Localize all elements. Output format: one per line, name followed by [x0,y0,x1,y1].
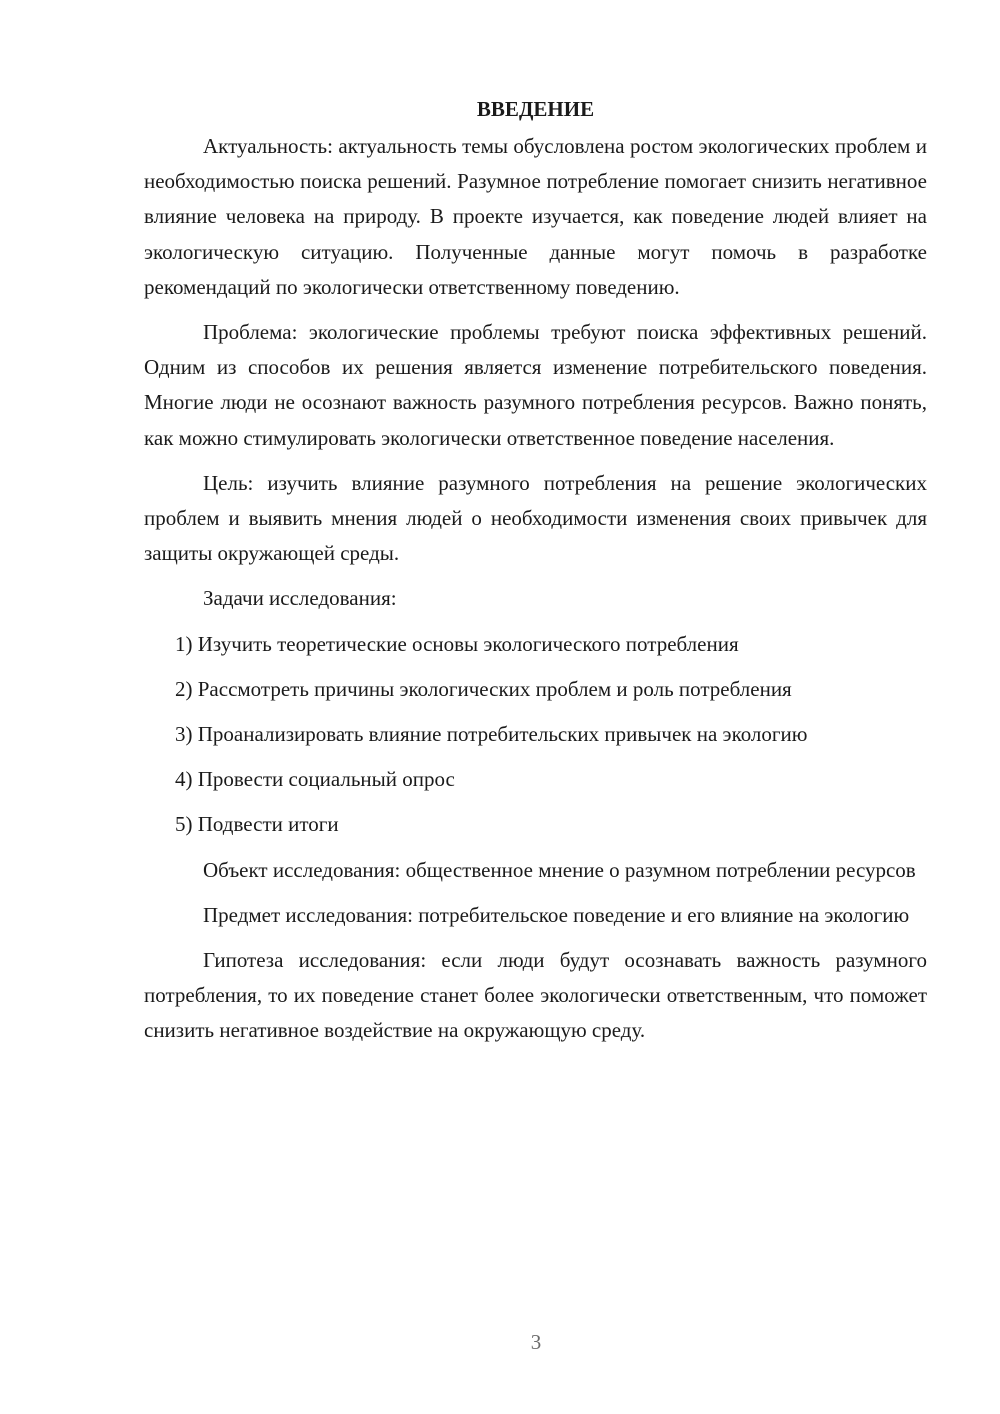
task-item-1: 1) Изучить теоретические основы экологического потребления [175,631,739,656]
task-item-2: 2) Рассмотреть причины экологических проблем и роль потребления [175,676,792,701]
paragraph-hypothesis: Гипотеза исследования: если люди будут осознавать важность разумного потребления, то их поведение станет более экологически ответственным, что поможет снизить негативное воздействие на окружающую среду. [144,948,927,1043]
paragraph-relevance: Актуальность: актуальность темы обусловлена ростом экологических проблем и необходимостью поиска решений. Разумное потребление помогает снизить негативное влияние человека на природу. В проекте изучается, как поведение людей влияет на экологическую ситуацию. Полученные данные могут помочь в разработке рекомендаций по экологически ответственному поведению. [144,134,927,299]
document-page [144,92,927,1059]
paragraph-subject: Предмет исследования: потребительское поведение и его влияние на экологию [203,902,910,927]
task-item-4: 4) Провести социальный опрос [175,767,455,792]
paragraph-object: Объект исследования: общественное мнение о разумном потреблении ресурсов [203,857,916,882]
task-item-3: 3) Проанализировать влияние потребительских привычек на экологию [175,722,808,747]
section-title: ВВЕДЕНИЕ [476,97,595,121]
task-item-5: 5) Подвести итоги [175,812,339,837]
paragraph-problem: Проблема: экологические проблемы требуют поиска эффективных решений. Одним из способов их решения является изменение потребительского поведения. Многие люди не осознают важность разумного потребления ресурсов. Важно понять, как можно стимулировать экологически ответственное поведение населения. [144,320,927,450]
tasks-list [144,627,927,843]
page-number: 3 [530,1330,542,1354]
paragraph-goal: Цель: изучить влияние разумного потребления на решение экологических проблем и выявить мнения людей о необходимости изменения своих привычек для защиты окружающей среды. [144,470,927,566]
tasks-heading: Задачи исследования: [203,586,397,611]
